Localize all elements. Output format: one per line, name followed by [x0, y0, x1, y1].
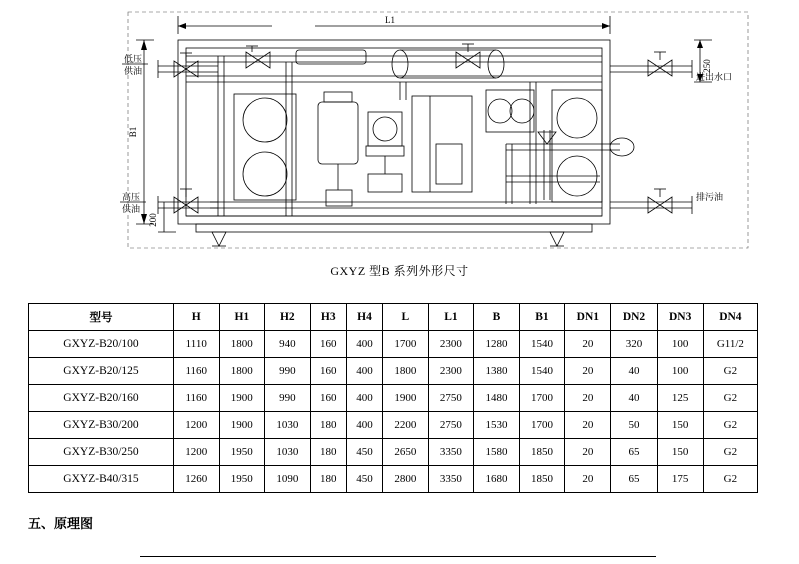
- table-header-cell: H: [174, 304, 220, 331]
- table-cell: 2750: [428, 412, 474, 439]
- table-cell: G2: [703, 358, 757, 385]
- table-cell: 320: [611, 331, 657, 358]
- table-row: [29, 412, 758, 439]
- specification-table: [28, 303, 758, 493]
- table-cell: 160: [310, 385, 346, 412]
- table-cell: 1800: [219, 331, 265, 358]
- table-cell: 1160: [174, 358, 220, 385]
- table-cell-model: GXYZ-B20/160: [29, 385, 174, 412]
- section-heading: 五、原理图: [28, 516, 94, 531]
- table-cell: 1200: [174, 412, 220, 439]
- label-water-inlet-outlet: 进出水口: [696, 72, 733, 82]
- table-cell: 400: [346, 358, 382, 385]
- table-cell: 1700: [519, 385, 565, 412]
- table-cell: 40: [611, 385, 657, 412]
- table-header-cell: DN2: [611, 304, 657, 331]
- dimension-label-250: 250: [702, 59, 712, 73]
- table-cell: 1700: [383, 331, 429, 358]
- table-cell: 2200: [383, 412, 429, 439]
- label-high-pressure-oil-line2: 供油: [122, 204, 141, 214]
- table-cell: 1200: [174, 439, 220, 466]
- equipment-outline-drawing: [100, 4, 760, 254]
- table-cell: 2650: [383, 439, 429, 466]
- table-cell: 1090: [265, 466, 311, 493]
- table-cell: 1280: [474, 331, 520, 358]
- table-cell-model: GXYZ-B30/200: [29, 412, 174, 439]
- table-cell: 450: [346, 466, 382, 493]
- table-cell: 2300: [428, 358, 474, 385]
- label-low-pressure-oil-line2: 供油: [124, 66, 143, 76]
- table-cell: 1950: [219, 439, 265, 466]
- table-header-cell: L1: [428, 304, 474, 331]
- bottom-divider: [140, 556, 656, 557]
- table-cell: 1580: [474, 439, 520, 466]
- table-cell: G11/2: [703, 331, 757, 358]
- table-cell: 450: [346, 439, 382, 466]
- dimension-label-200: 200: [148, 213, 158, 227]
- table-cell: 1380: [474, 358, 520, 385]
- table-header-cell: DN3: [657, 304, 703, 331]
- table-cell: 1800: [219, 358, 265, 385]
- table-cell: 990: [265, 358, 311, 385]
- dimension-label-L1: L1: [385, 15, 395, 25]
- table-cell: 150: [657, 439, 703, 466]
- table-cell: 1950: [219, 466, 265, 493]
- table-cell: 20: [565, 331, 611, 358]
- table-cell: 1540: [519, 331, 565, 358]
- table-cell-model: GXYZ-B40/315: [29, 466, 174, 493]
- table-header-cell: 型号: [29, 304, 174, 331]
- table-cell: 1030: [265, 412, 311, 439]
- table-cell: 160: [310, 358, 346, 385]
- table-cell: 65: [611, 439, 657, 466]
- table-cell: 1900: [219, 385, 265, 412]
- table-cell: 125: [657, 385, 703, 412]
- table-header-cell: B1: [519, 304, 565, 331]
- table-cell: 400: [346, 412, 382, 439]
- table-cell: 20: [565, 358, 611, 385]
- table-cell: 40: [611, 358, 657, 385]
- table-cell: 180: [310, 466, 346, 493]
- table-header-cell: DN1: [565, 304, 611, 331]
- table-cell: 175: [657, 466, 703, 493]
- table-cell: 20: [565, 439, 611, 466]
- table-header-cell: B: [474, 304, 520, 331]
- table-row: [29, 439, 758, 466]
- table-cell: 1680: [474, 466, 520, 493]
- table-cell: 1900: [219, 412, 265, 439]
- table-cell: 2750: [428, 385, 474, 412]
- table-row: [29, 385, 758, 412]
- table-cell: 100: [657, 331, 703, 358]
- table-cell: G2: [703, 412, 757, 439]
- table-cell-model: GXYZ-B30/250: [29, 439, 174, 466]
- table-row: [29, 358, 758, 385]
- table-header-cell: H4: [346, 304, 382, 331]
- table-cell: 940: [265, 331, 311, 358]
- table-cell: 1530: [474, 412, 520, 439]
- table-cell: G2: [703, 466, 757, 493]
- table-cell: 180: [310, 412, 346, 439]
- table-cell: 1030: [265, 439, 311, 466]
- table-cell: 400: [346, 385, 382, 412]
- table-header-cell: DN4: [703, 304, 757, 331]
- table-cell: G2: [703, 385, 757, 412]
- table-cell: 3350: [428, 439, 474, 466]
- table-cell: 20: [565, 412, 611, 439]
- table-cell: 1540: [519, 358, 565, 385]
- table-cell: 50: [611, 412, 657, 439]
- table-header-cell: H3: [310, 304, 346, 331]
- table-cell: 100: [657, 358, 703, 385]
- table-cell: 20: [565, 385, 611, 412]
- table-cell: 400: [346, 331, 382, 358]
- table-cell: 180: [310, 439, 346, 466]
- table-cell: 20: [565, 466, 611, 493]
- table-cell: 1110: [174, 331, 220, 358]
- label-drain-oil: 排污油: [696, 192, 724, 202]
- label-high-pressure-oil-line1: 高压: [122, 192, 141, 202]
- drawing-caption: GXYZ 型B 系列外形尺寸: [330, 264, 469, 278]
- table-cell: 1850: [519, 466, 565, 493]
- table-cell: 65: [611, 466, 657, 493]
- label-low-pressure-oil-line1: 低压: [124, 54, 143, 64]
- table-cell: 1480: [474, 385, 520, 412]
- table-cell: 3350: [428, 466, 474, 493]
- table-cell: 990: [265, 385, 311, 412]
- table-cell: 150: [657, 412, 703, 439]
- specification-table-wrap: [28, 303, 758, 493]
- table-row: [29, 331, 758, 358]
- table-header-cell: H2: [265, 304, 311, 331]
- table-cell: 1850: [519, 439, 565, 466]
- table-cell-model: GXYZ-B20/100: [29, 331, 174, 358]
- table-cell: 160: [310, 331, 346, 358]
- table-cell: 1700: [519, 412, 565, 439]
- table-cell: 1900: [383, 385, 429, 412]
- table-header-row: [29, 304, 758, 331]
- table-cell: 1160: [174, 385, 220, 412]
- table-header-cell: H1: [219, 304, 265, 331]
- table-cell: 2800: [383, 466, 429, 493]
- table-header-cell: L: [383, 304, 429, 331]
- table-cell: 1260: [174, 466, 220, 493]
- table-cell-model: GXYZ-B20/125: [29, 358, 174, 385]
- table-cell: 2300: [428, 331, 474, 358]
- dimension-label-B1: B1: [128, 126, 138, 138]
- table-row: [29, 466, 758, 493]
- table-cell: 1800: [383, 358, 429, 385]
- table-cell: G2: [703, 439, 757, 466]
